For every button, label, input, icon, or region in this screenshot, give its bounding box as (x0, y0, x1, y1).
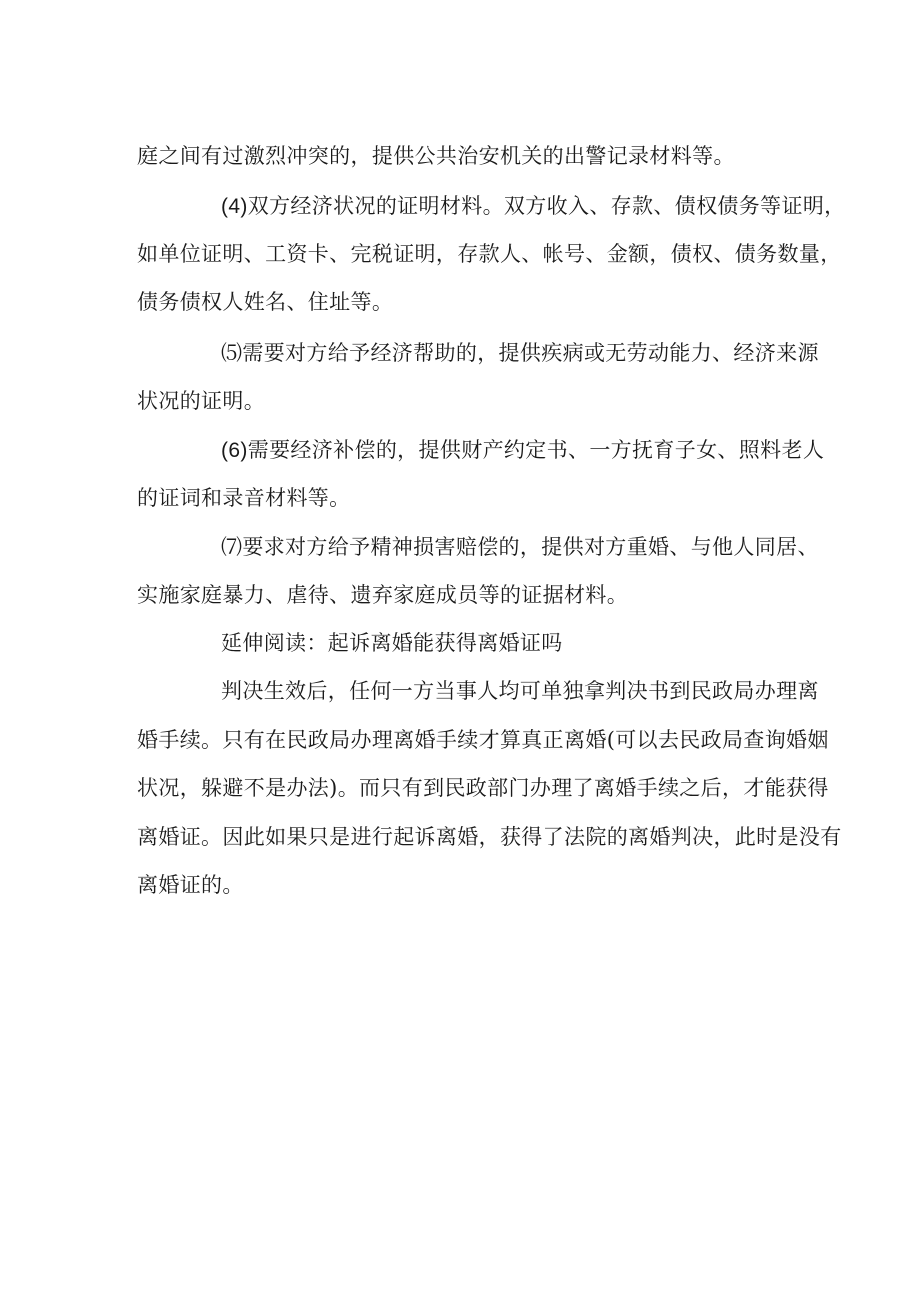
item-4-marker: (4) (221, 195, 248, 218)
paragraph-item-4-line-1 (221, 193, 846, 220)
paragraph-answer-line-3: 状况，躲避不是办法)。而只有到民政部门办理了离婚手续之后，才能获得 (137, 776, 829, 800)
item-7-marker: ⑺ (221, 535, 243, 559)
paragraph-item-6-line-2: 的证词和录音材料等。 (137, 486, 351, 510)
paragraph-item-5-line-2: 状况的证明。 (137, 389, 266, 413)
paragraph-item-5-line-1 (221, 340, 819, 366)
item-5-marker: ⑸ (221, 341, 243, 365)
item-6-text-1: 需要经济补偿的，提供财产约定书、一方抚育子女、照料老人 (247, 438, 825, 462)
paragraph-item-4-line-3: 债务债权人姓名、住址等。 (137, 290, 394, 314)
extended-reading-heading: 延伸阅读：起诉离婚能获得离婚证吗 (221, 631, 563, 655)
paragraph-answer-line-5: 离婚证的。 (137, 873, 244, 897)
paragraph-item-4-line-2: 如单位证明、工资卡、完税证明，存款人、帐号、金额，债权、债务数量， (137, 242, 842, 266)
paragraph-answer-line-4: 离婚证。因此如果只是进行起诉离婚，获得了法院的离婚判决，此时是没有 (137, 825, 842, 849)
item-4-text-1: 双方经济状况的证明材料。双方收入、存款、债权债务等证明， (247, 194, 846, 218)
item-5-text-1: 需要对方给予经济帮助的，提供疾病或无劳动能力、经济来源 (242, 341, 819, 365)
item-6-marker: (6) (221, 439, 248, 462)
paragraph-item-7-line-1 (221, 534, 819, 560)
paragraph-item-7-line-2: 实施家庭暴力、虐待、遗弃家庭成员等的证据材料。 (137, 583, 629, 607)
paragraph-answer-line-2: 婚手续。只有在民政局办理离婚手续才算真正离婚(可以去民政局查询婚姻 (137, 728, 829, 752)
item-7-text-1: 要求对方给予精神损害赔偿的，提供对方重婚、与他人同居、 (242, 535, 819, 559)
paragraph-item-6-line-1 (221, 437, 824, 464)
paragraph-answer-line-1: 判决生效后，任何一方当事人均可单独拿判决书到民政局办理离 (221, 679, 819, 703)
paragraph-continuation-line-1: 庭之间有过激烈冲突的，提供公共治安机关的出警记录材料等。 (137, 144, 735, 168)
